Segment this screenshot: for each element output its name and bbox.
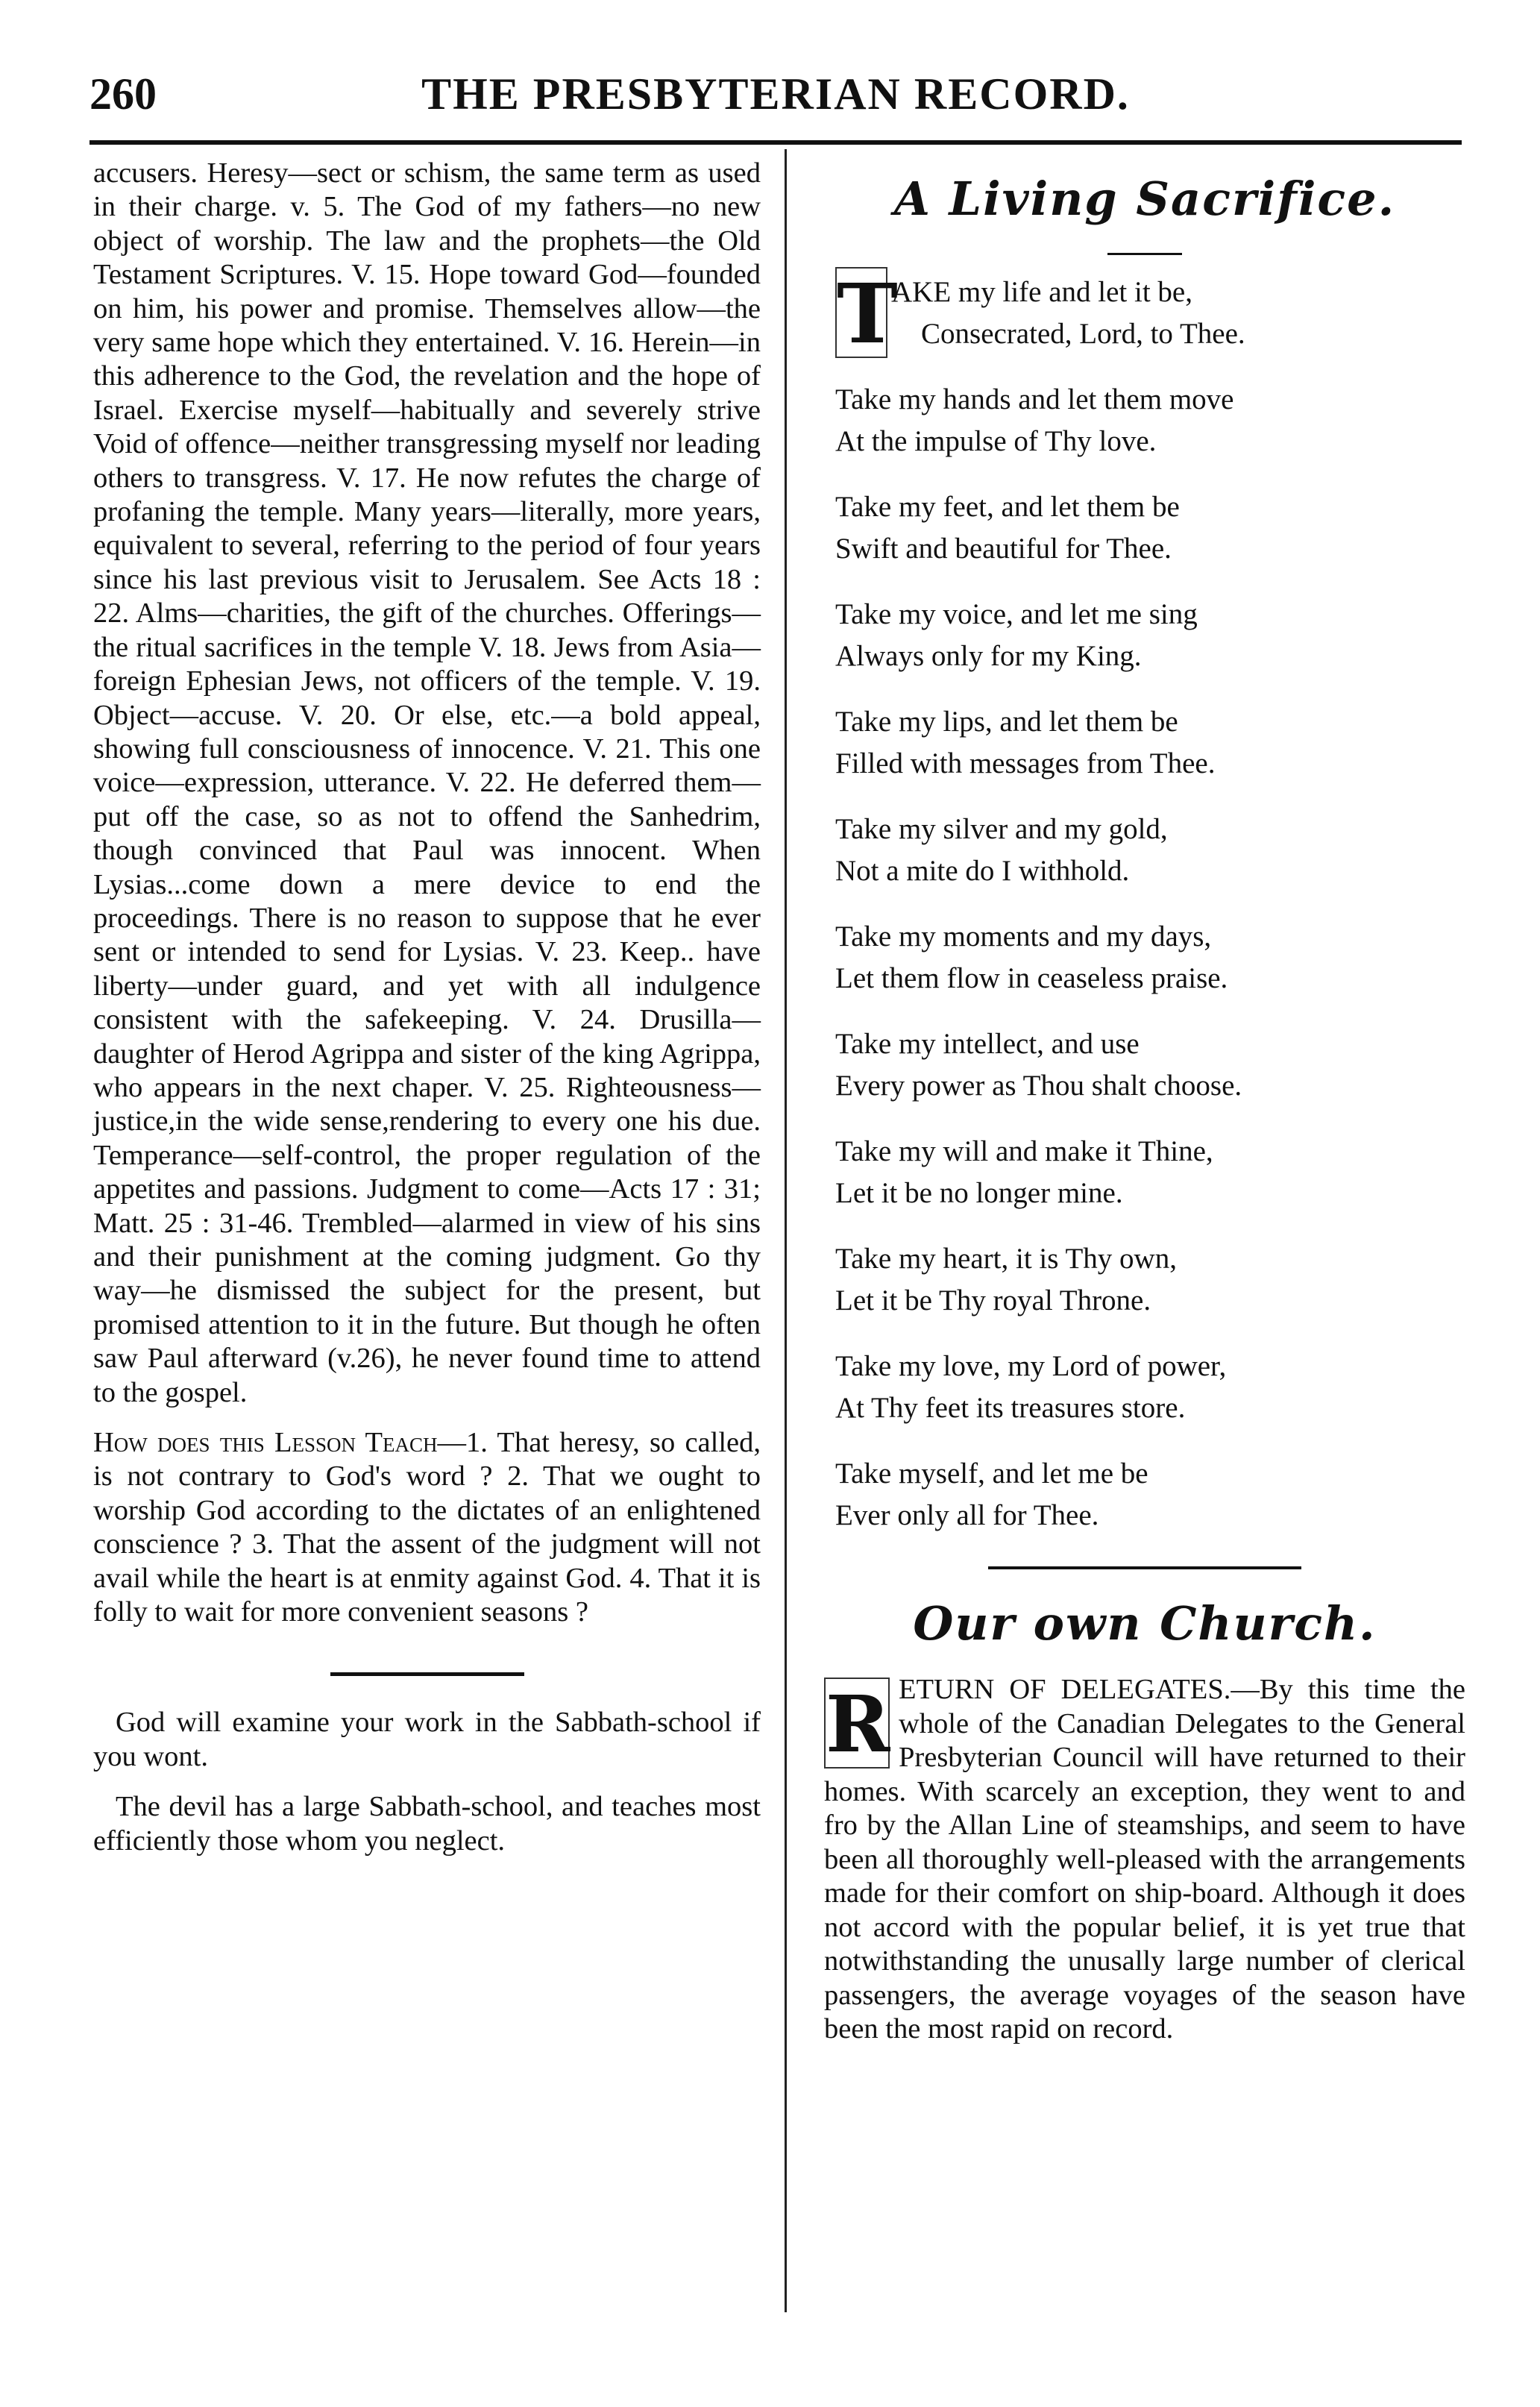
sabbath-note-2: The devil has a large Sabbath-school, and teaches most efficiently those whom you neglect. [93, 1791, 761, 1857]
church-drop-cap: R [826, 1678, 890, 1770]
poem-line: Take my voice, and let me sing [835, 598, 1198, 630]
poem-line: Take my heart, it is Thy own, [835, 1243, 1177, 1275]
poem-line: Not a mite do I withhold. [835, 855, 1130, 887]
left-column [93, 157, 761, 1858]
poem-stanza [835, 1346, 1465, 1429]
poem-line: Take my moments and my days, [835, 920, 1212, 953]
poem-line: Take my hands and let them move [835, 383, 1234, 415]
poem-stanza [835, 1453, 1465, 1537]
column-divider [785, 149, 787, 2312]
lesson-heading: How does this Lesson Teach [93, 1427, 438, 1459]
poem-line: At Thy feet its treasures store. [835, 1392, 1186, 1424]
poem-title: A Living Sacrifice. [893, 172, 1396, 226]
commentary-paragraph: accusers. Heresy—sect or schism, the same term as used in their charge. v. 5. The God of my fathers—no new object of worship. The law and the prophets—the Old Testament Scriptures. V. 15. Hope toward God—founded on him, his power and promise. Themselves allow—the very same hope which they entertained. V. 16. Herein—in this adherence to the God, the revelation and the hope of Israel. Exercise myself—habitually and severely strive Void of offence—neither transgressing myself nor leading others to transgress. V. 17. He now refutes the charge of profaning the temple. Many years—literally, more years, equivalent to several, referring to the period of four years since his last previous visit to Jerusalem. See Acts 18 : 22. Alms—charities, the gift of the churches. Offerings—the ritual sacrifices in the temple V. 18. Jews from Asia—foreign Ephesian Jews, not officers of the temple. V. 19. Object—accuse. V. 20. Or else, etc.—a bold appeal, showing full consciousness of innocence. V. 21. This one voice—expression, utterance. V. 22. He deferred them—put off the case, so as not to offend the Sanhedrim, though convinced that Paul was innocent. When Lysias...come down a mere device to end the proceedings. There is no reason to suppose that he ever sent or intended to send for Lysias. V. 23. Keep.. have liberty—under guard, and yet with all indulgence consistent with the safekeeping. V. 24. Drusilla—daughter of Herod Agrippa and sister of the king Agrippa, who appears in the next chaper. V. 25. Righteousness—justice,in the wide sense,rendering to every one his due. Temperance—self-control, the proper regulation of the appetites and passions. Judgment to come—Acts 17 : 31; Matt. 25 : 31-46. Trembled—alarmed in view of his sins and their punishment at the coming judgment. Go thy way—he dismissed the subject for the present, but promised attention to it in the future. But though he often saw Paul afterward (v.26), he never found time to attend to the gospel. [93, 157, 761, 1408]
poem-stanza [835, 916, 1465, 999]
poem-line: Every power as Thou shalt choose. [835, 1070, 1242, 1102]
church-article-text: —By this time the whole of the Canadian Delegates to the General Presbyterian Council will have returned to their homes. With scarcely an exception, they went to and fro by the Allan Line of steamships, and seem to have been all thoroughly well-pleased with the arrangements made for their comfort on ship-board. Although it does not accord with the popular belief, it is yet true that notwithstanding the unusally large number of clerical passengers, the average voyages of the season have been the most rapid on record. [824, 1674, 1465, 2044]
poem-drop-cap: T [837, 266, 898, 362]
poem-stanza [835, 486, 1465, 570]
poem-line: Let it be no longer mine. [835, 1177, 1123, 1209]
poem-stanza [835, 379, 1465, 462]
lesson-paragraph [93, 1426, 761, 1629]
poem-line: Take my lips, and let them be [835, 706, 1178, 738]
lesson-text: —1. That heresy, so called, is not contrary to God's word ? 2. That we ought to worship God according to the dictates of an enlightened conscience ? 3. That the assent of the judgment will not avail while the heart is at enmity against God. 4. That it is folly to wait for more convenient seasons ? [93, 1427, 761, 1628]
poem-stanza [835, 1131, 1465, 1214]
section-rule [988, 1566, 1301, 1569]
poem-line: Take myself, and let me be [835, 1457, 1148, 1490]
poem-line: Swift and beautiful for Thee. [835, 533, 1172, 565]
poem-line: Always only for my King. [835, 640, 1142, 672]
poem-stanza [835, 1023, 1465, 1107]
poem-line: Take my silver and my gold, [835, 813, 1168, 845]
poem-second-line: Consecrated, Lord, to Thee. [921, 318, 1245, 350]
poem-line: Ever only all for Thee. [835, 1499, 1099, 1531]
running-title: THE PRESBYTERIAN RECORD. [421, 69, 1130, 119]
poem-line: Let it be Thy royal Throne. [835, 1284, 1151, 1317]
poem-line: Take my love, my Lord of power, [835, 1350, 1227, 1382]
poem-line: Take my intellect, and use [835, 1028, 1140, 1060]
poem-title-rule [1107, 253, 1182, 255]
poem-line: Take my feet, and let them be [835, 491, 1180, 523]
poem-first-stanza [835, 266, 1465, 362]
poem-line: Filled with messages from Thee. [835, 747, 1216, 779]
header-rule [89, 140, 1462, 145]
page-number: 260 [89, 69, 157, 119]
poem-line: At the impulse of Thy love. [835, 425, 1157, 457]
sabbath-note-1: God will examine your work in the Sabbath-school if you wont. [93, 1707, 761, 1772]
church-article-heading: ETURN OF DELEGATES. [899, 1674, 1231, 1705]
poem-line: Let them flow in ceaseless praise. [835, 962, 1228, 994]
poem-stanza [835, 594, 1465, 677]
section-divider-rule [330, 1672, 524, 1676]
poem-first-line: AKE my life and let it be, [891, 276, 1192, 308]
church-section-title: Our own Church. [913, 1596, 1377, 1651]
poem-stanza [835, 1238, 1465, 1322]
church-article [824, 1673, 1465, 2047]
page-header [89, 69, 1462, 128]
right-column [824, 157, 1465, 2047]
poem-stanza [835, 809, 1465, 892]
poem-stanza [835, 701, 1465, 785]
poem-line: Take my will and make it Thine, [835, 1135, 1213, 1167]
